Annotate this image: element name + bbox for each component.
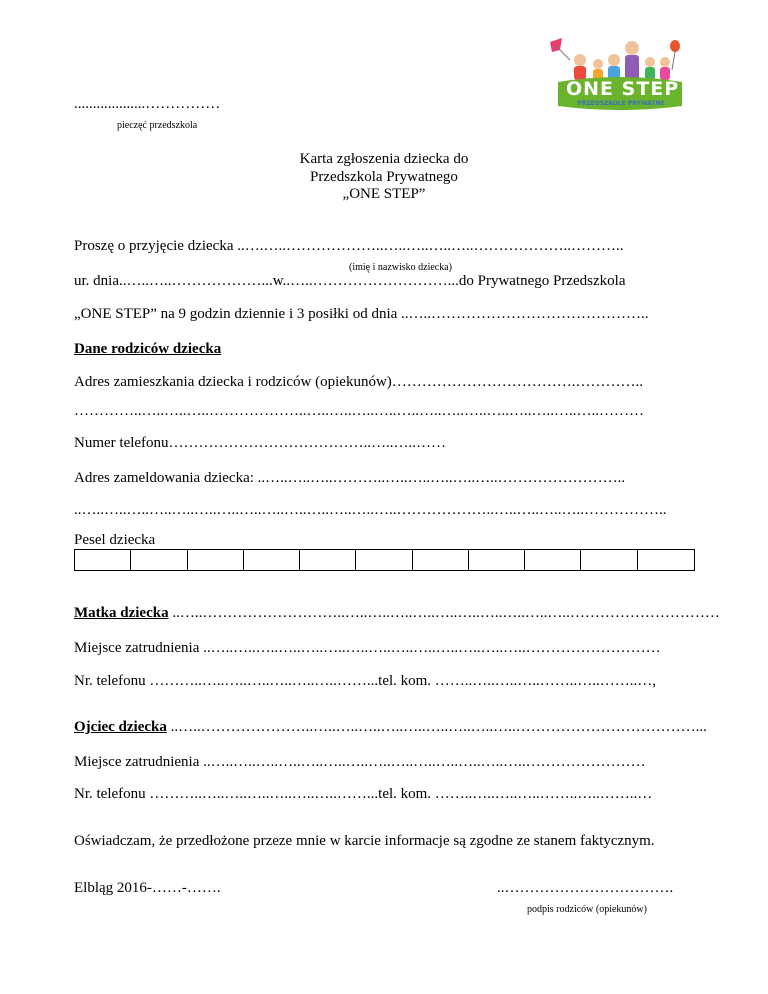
pesel-cell[interactable] (525, 550, 581, 570)
kite-icon (550, 38, 570, 60)
signature-dots: ..……………………………. (497, 880, 674, 896)
pesel-cell[interactable] (413, 550, 469, 570)
pesel-cell[interactable] (638, 550, 694, 570)
address-dots: …………..…..…..…..………………..…..…..…..…..…..…..…..…..…..…..…..…..…..……… (74, 403, 644, 419)
signature-label: podpis rodziców (opiekunów) (527, 904, 647, 915)
pesel-cell[interactable] (300, 550, 356, 570)
child-name-hint: (imię i nazwisko dziecka) (349, 262, 453, 273)
request-line-3: „ONE STEP” na 9 godzin dziennie i 3 posiłki od dnia ..…..…………………………………….. (74, 306, 649, 322)
pesel-cell[interactable] (188, 550, 244, 570)
mother-phone-line: Nr. telefonu ………..…..…..…..…..…..…..……...tel. kom. ……..…..…..…..……..…..……..…, (74, 673, 657, 689)
mother-label: Matka dziecka (74, 605, 169, 621)
logo-graphic (510, 2, 766, 142)
statement: Oświadczam, że przedłożone przeze mnie w karcie informacje są zgodne ze stanem faktycznym. (74, 833, 655, 849)
mother-name-dots: ..…..………………………..…..…..…..…..…..…..…..…..…..…..………………………… (172, 605, 720, 621)
logo-subtitle: PRZEDSZKOLE PRYWATNE (577, 100, 665, 107)
phone-line: Numer telefonu…………………………………..…..…..…… (74, 435, 447, 451)
pesel-cell[interactable] (244, 550, 300, 570)
pesel-cell[interactable] (356, 550, 412, 570)
mother-row (74, 605, 720, 622)
parents-heading-text: Dane rodziców dziecka (74, 341, 222, 357)
title-line-3: „ONE STEP” (342, 186, 426, 202)
request-line-1: Proszę o przyjęcie dziecka ..….…..………………..…..…..…..…..………………..……….. (74, 238, 624, 254)
children-icon (574, 41, 670, 81)
address-line: Adres zamieszkania dziecka i rodziców (opiekunów)……………………………….………….. (74, 374, 644, 390)
father-work-line: Miejsce zatrudnienia ..…..…..…..…..…..…..…..…..…..…..…..…..…..…..…………………… (74, 754, 646, 770)
logo-title: ONE STEP (566, 78, 680, 100)
registered-address-dots: ..…..…..…..…..…..…..…..…..…..…..…..…..…..…..………………..…..…..…..…..…………….. (74, 502, 667, 518)
balloon-icon (670, 40, 680, 70)
father-row (74, 719, 707, 736)
registered-address-line: Adres zameldowania dziecka: ..…..…..…..………..…..…..…..…..…..…………………….. (74, 470, 626, 486)
title-line-1: Karta zgłoszenia dziecka do (299, 151, 469, 167)
father-phone-line: Nr. telefonu ………..…..…..…..…..…..…..……...tel. kom. ……..…..…..…..……..…..……..… (74, 786, 653, 802)
one-step-logo (510, 2, 766, 142)
pesel-cell[interactable] (131, 550, 187, 570)
title-line-2: Przedszkola Prywatnego (310, 169, 458, 185)
pesel-cell[interactable] (469, 550, 525, 570)
pesel-label: Pesel dziecka (74, 532, 156, 548)
pesel-grid[interactable] (74, 549, 695, 571)
place-date: Elbląg 2016-……-……. (74, 880, 221, 896)
mother-work-line: Miejsce zatrudnienia ..…..…..…..…..…..…..…..…..…..…..…..…..…..…..……………………… (74, 640, 661, 656)
pesel-cell[interactable] (75, 550, 131, 570)
stamp-label: pieczęć przedszkola (117, 120, 198, 131)
father-label: Ojciec dziecka (74, 719, 167, 735)
parents-heading (74, 341, 221, 358)
stamp-dots: ...................…………… (74, 96, 221, 112)
pesel-cell[interactable] (581, 550, 637, 570)
father-name-dots: ..…..…………………..…..…..…..…..…..…..…..…..…..………………………………... (170, 719, 707, 735)
request-line-2: ur. dnia..…..…..………………...w..…..………………………...do Prywatnego Przedszkola (74, 273, 626, 289)
